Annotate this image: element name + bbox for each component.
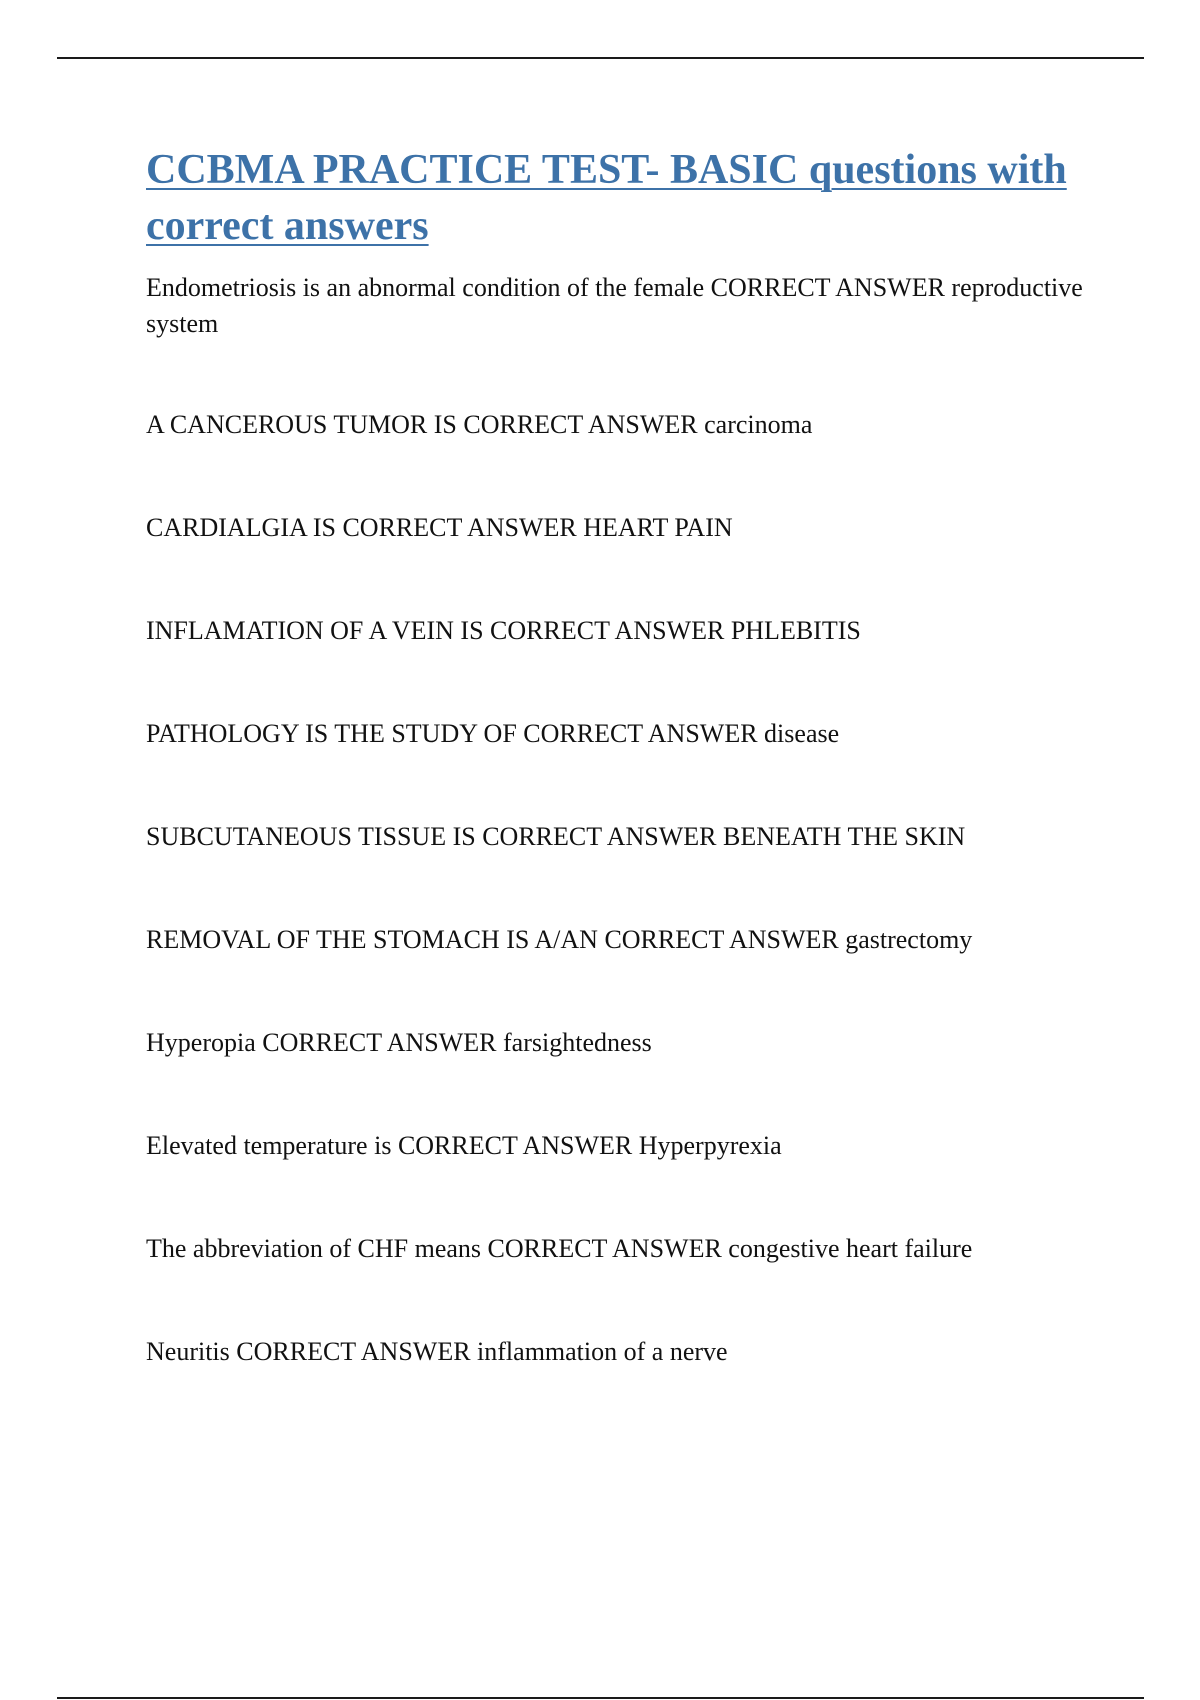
qa-item: Endometriosis is an abnormal condition of the female CORRECT ANSWER reproductive system: [146, 273, 1083, 338]
qa-item: Elevated temperature is CORRECT ANSWER Hyperpyrexia: [146, 1131, 782, 1160]
qa-item: SUBCUTANEOUS TISSUE IS CORRECT ANSWER BENEATH THE SKIN: [146, 822, 966, 851]
qa-list: [146, 270, 1096, 1370]
qa-item: A CANCEROUS TUMOR IS CORRECT ANSWER carcinoma: [146, 410, 813, 439]
qa-item: CARDIALGIA IS CORRECT ANSWER HEART PAIN: [146, 513, 733, 542]
qa-item: REMOVAL OF THE STOMACH IS A/AN CORRECT ANSWER gastrectomy: [146, 925, 973, 954]
page-title: CCBMA PRACTICE TEST- BASIC questions with correct answers: [146, 147, 1067, 249]
qa-item: Hyperopia CORRECT ANSWER farsightedness: [146, 1028, 652, 1057]
qa-item: PATHOLOGY IS THE STUDY OF CORRECT ANSWER disease: [146, 719, 840, 748]
qa-item: The abbreviation of CHF means CORRECT ANSWER congestive heart failure: [146, 1234, 973, 1263]
qa-item: INFLAMATION OF A VEIN IS CORRECT ANSWER PHLEBITIS: [146, 616, 861, 645]
qa-item: Neuritis CORRECT ANSWER inflammation of a nerve: [146, 1337, 728, 1366]
header-rule: [57, 57, 1144, 59]
footer-rule: [57, 1697, 1144, 1699]
